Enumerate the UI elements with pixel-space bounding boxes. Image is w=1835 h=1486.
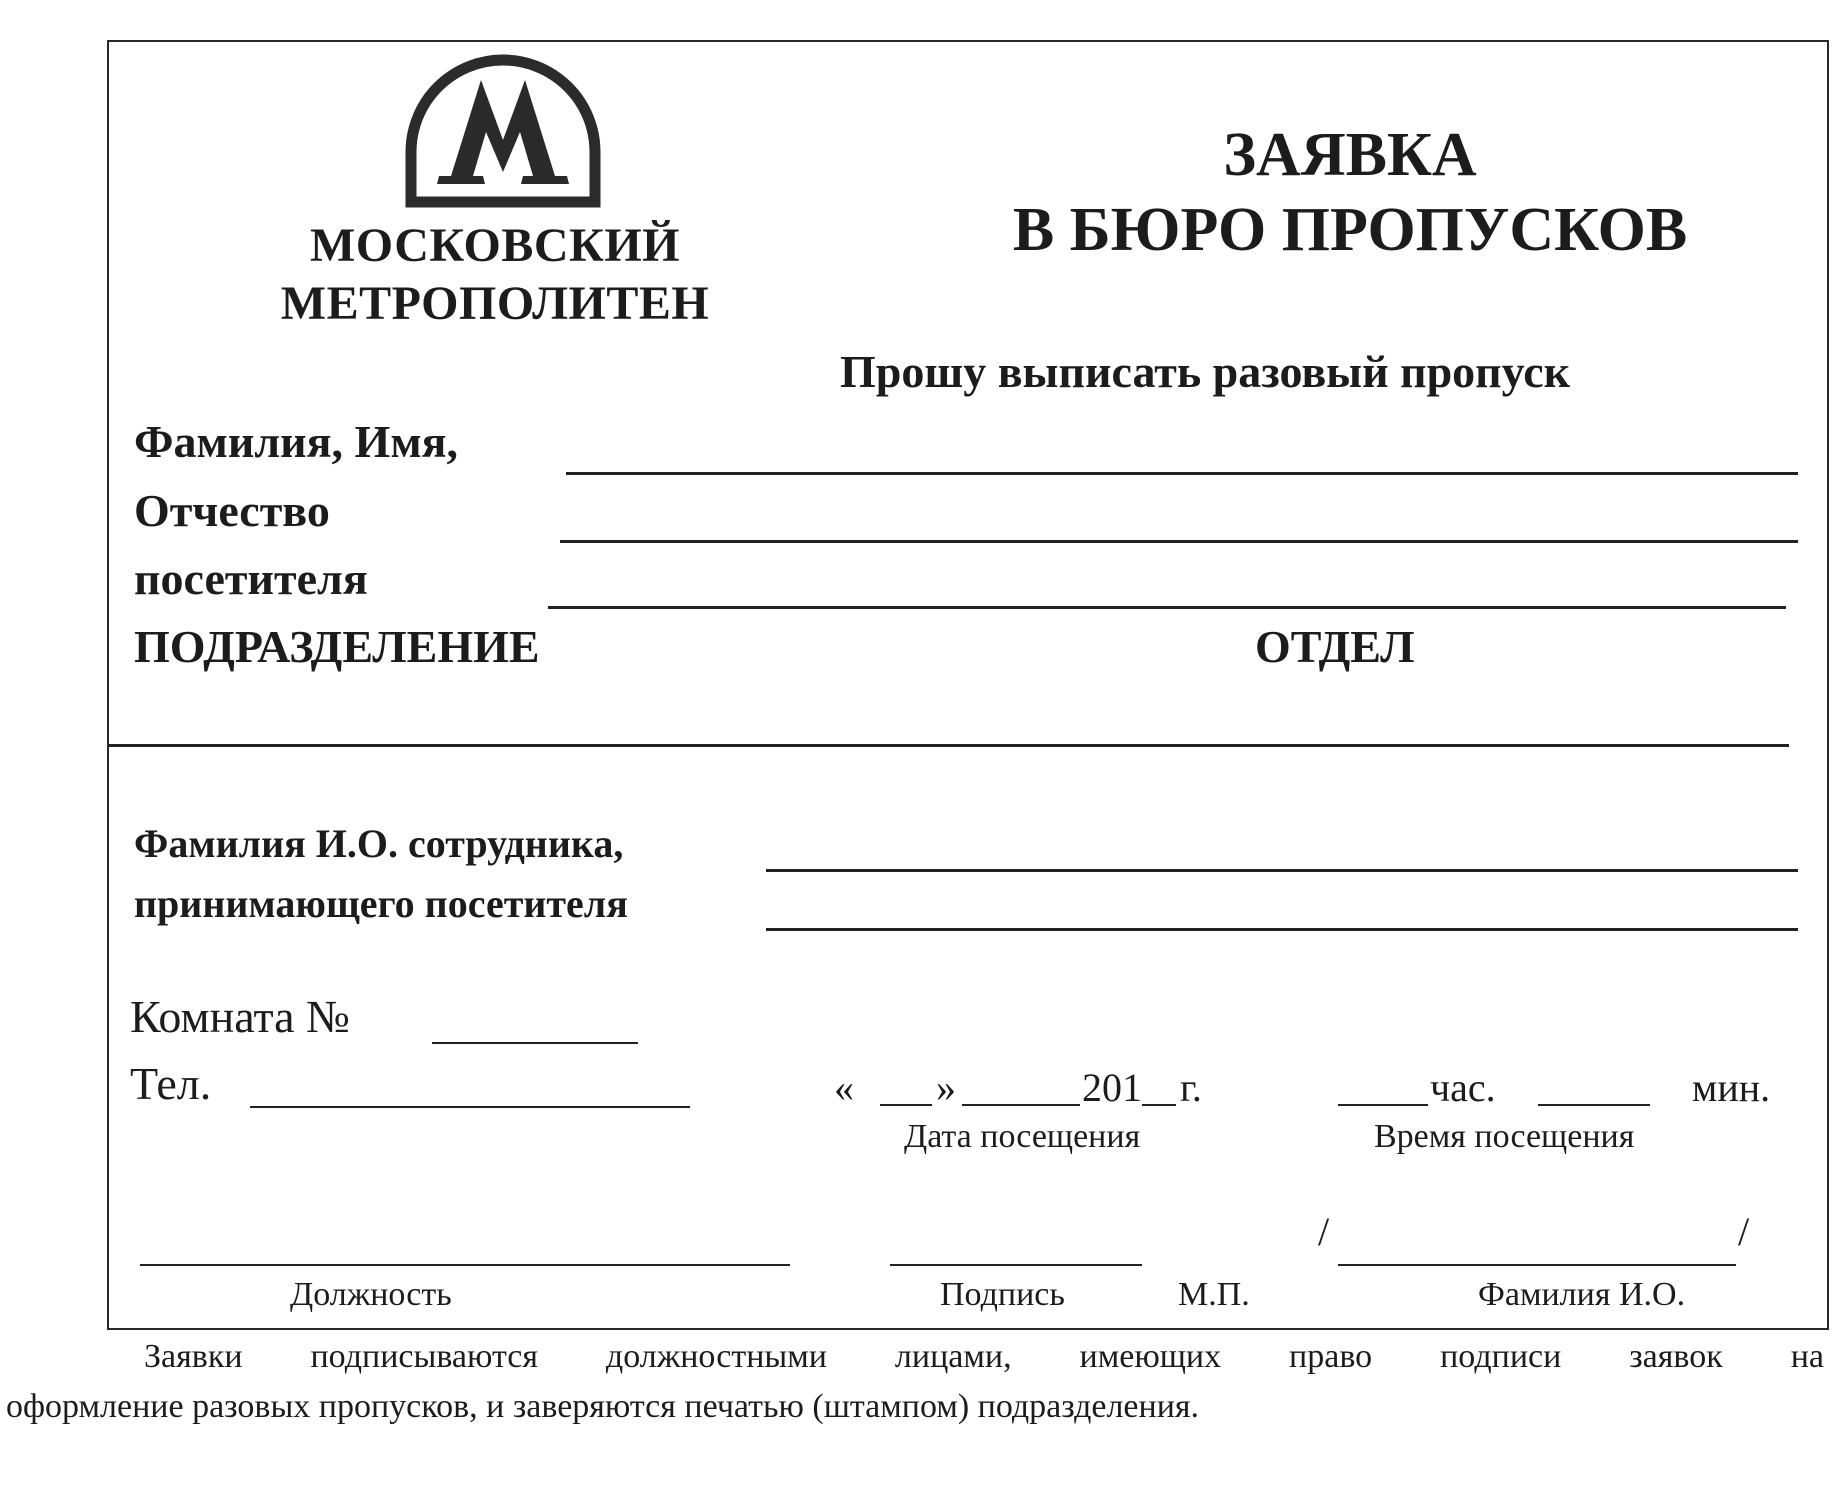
- employee-name-label-line2: принимающего посетителя: [134, 881, 628, 926]
- department-label: ОТДЕЛ: [1255, 621, 1415, 672]
- date-close-quote: »: [936, 1065, 956, 1110]
- visitor-name-field-1[interactable]: [566, 472, 1798, 475]
- visitor-name-label-line2: Отчество: [134, 485, 330, 536]
- request-text: Прошу выписать разовый пропуск: [840, 346, 1571, 397]
- date-open-quote: «: [834, 1065, 854, 1110]
- visitor-name-field-3[interactable]: [548, 606, 1786, 609]
- signer-name-field[interactable]: [1338, 1264, 1736, 1266]
- subdivision-label: ПОДРАЗДЕЛЕНИЕ: [134, 621, 540, 672]
- moscow-metro-logo-icon: [393, 52, 613, 212]
- phone-field[interactable]: [250, 1106, 690, 1108]
- visitor-name-field-2[interactable]: [560, 540, 1798, 543]
- year-suffix: г.: [1180, 1065, 1202, 1110]
- name-slash-close: /: [1738, 1209, 1750, 1254]
- visit-date-caption: Дата посещения: [904, 1118, 1141, 1155]
- hours-suffix: час.: [1430, 1065, 1496, 1110]
- employee-name-field-1[interactable]: [766, 869, 1798, 872]
- employee-name-field-2[interactable]: [766, 928, 1798, 931]
- document-title-line1: ЗАЯВКА: [1223, 121, 1477, 189]
- position-field[interactable]: [140, 1264, 790, 1266]
- visit-time-caption: Время посещения: [1374, 1118, 1635, 1155]
- visitor-name-label-line1: Фамилия, Имя,: [134, 416, 459, 467]
- stamp-caption: М.П.: [1178, 1276, 1250, 1313]
- division-field-divider[interactable]: [109, 744, 1789, 747]
- position-caption: Должность: [290, 1276, 452, 1313]
- room-field[interactable]: [432, 1042, 638, 1044]
- year-prefix: 201: [1082, 1065, 1142, 1110]
- footnote-line1: Заявки подписываются должностными лицами, имеющих право подписи заявок на: [144, 1338, 1824, 1375]
- visit-hours-field[interactable]: [1338, 1104, 1428, 1106]
- visit-month-field[interactable]: [962, 1104, 1080, 1106]
- minutes-suffix: мин.: [1692, 1065, 1771, 1110]
- signature-caption: Подпись: [940, 1276, 1065, 1313]
- name-slash-open: /: [1318, 1209, 1330, 1254]
- document-title-line2: В БЮРО ПРОПУСКОВ: [1012, 196, 1688, 264]
- signer-name-caption: Фамилия И.О.: [1478, 1276, 1686, 1313]
- phone-label: Тел.: [130, 1058, 212, 1109]
- visit-year-field[interactable]: [1142, 1104, 1176, 1106]
- visit-minutes-field[interactable]: [1538, 1104, 1650, 1106]
- room-label: Комната №: [130, 991, 350, 1042]
- organization-name-line1: МОСКОВСКИЙ: [310, 219, 680, 272]
- signature-field[interactable]: [890, 1264, 1142, 1266]
- employee-name-label-line1: Фамилия И.О. сотрудника,: [134, 821, 624, 866]
- footnote-line2: оформление разовых пропусков, и заверяются печатью (штампом) подразделения.: [6, 1388, 1200, 1425]
- visit-day-field[interactable]: [880, 1104, 932, 1106]
- organization-name-line2: МЕТРОПОЛИТЕН: [280, 277, 710, 330]
- visitor-name-label-line3: посетителя: [134, 553, 368, 604]
